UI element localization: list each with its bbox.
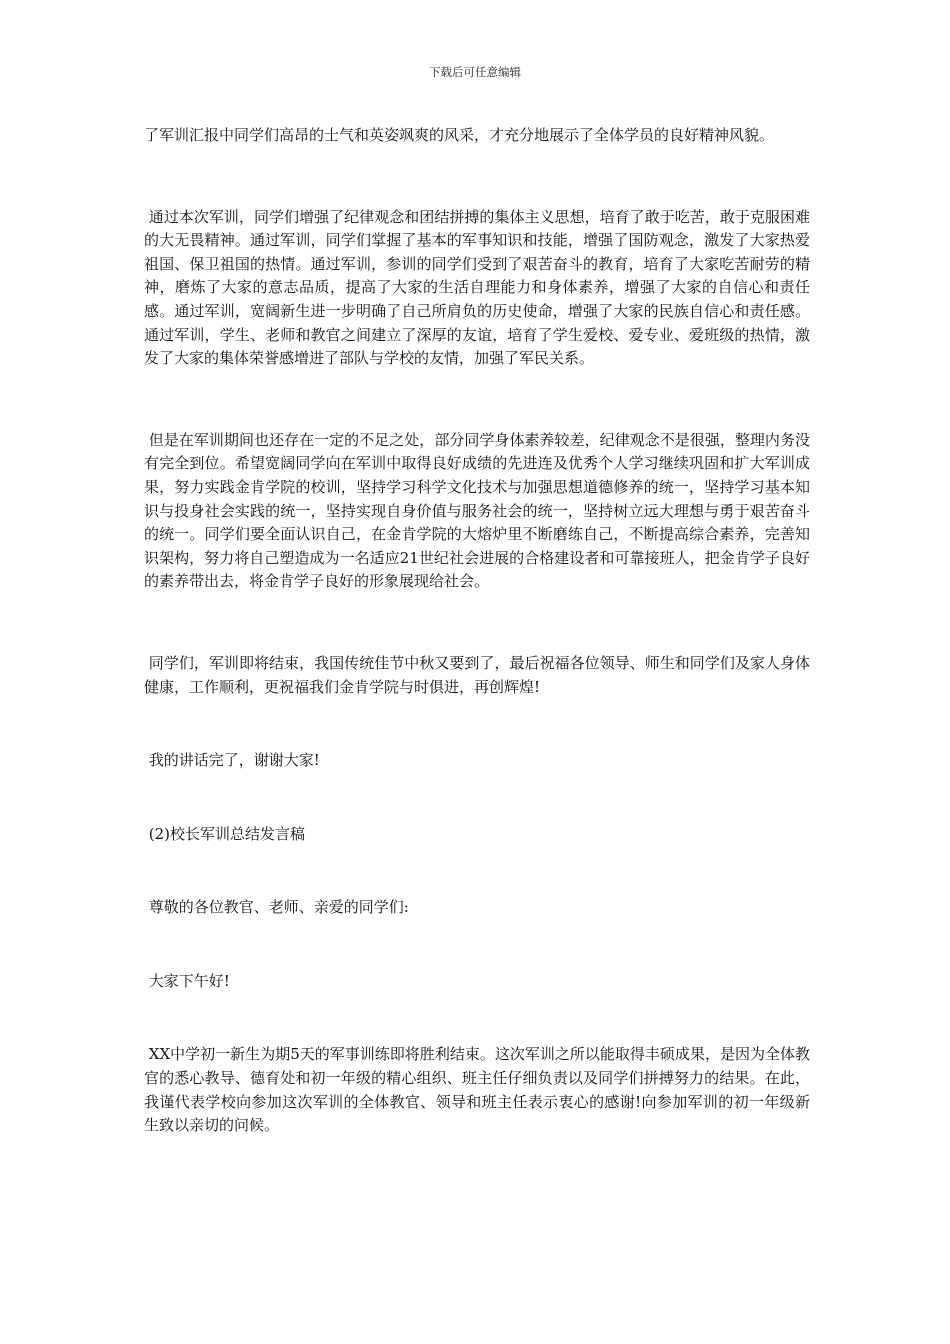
page-header: 下载后可任意编辑 [429,65,521,79]
paragraph-spacer [144,846,810,896]
paragraph-spacer [144,371,810,429]
greeting: 大家下午好! [144,971,230,990]
paragraph-spacer [144,920,810,970]
section-heading: (2)校长军训总结发言稿 [144,824,306,843]
paragraph-speech-opening: XX中学初一新生为期5天的军事训练即将胜利结束。这次军训之所以能取得丰硕成果，是因为全体教官的悉心教导、德育处和初一年级的精心组织、班主任仔细负责以及同学们拼搏努力的结果。在此，我谨代表学校向参加这次军训的全体教官、领导和班主任表示衷心的感谢!向参加军训的初一年级新生致以亲切的问候。 [144,1045,810,1135]
paragraph-spacer [144,148,810,206]
paragraph-continued-intro: 了军训汇报中同学们高昂的士气和英姿飒爽的风采，才充分地展示了全体学员的良好精神风貌。 [144,126,775,144]
paragraph-spacer [144,594,810,652]
paragraph-closing-wishes: 同学们，军训即将结束，我国传统佳节中秋又要到了，最后祝福各位领导、师生和同学们及家人身体健康，工作顺利，更祝福我们金肯学院与时俱进，再创辉煌! [144,653,810,696]
salutation: 尊敬的各位教官、老师、亲爱的同学们: [144,898,409,917]
paragraph-spacer [144,993,810,1043]
paragraph-spacer [144,773,810,823]
paragraph-thanks: 我的讲话完了，谢谢大家! [144,751,320,770]
paragraph-shortcomings: 但是在军训期间也还存在一定的不足之处，部分同学身体素养较差，纪律观念不是很强，整理内务没有完全到位。希望宽阔同学向在军训中取得良好成绩的先进连及优秀个人学习继续巩固和扩大军训成果，努力实践金肯学院的校训，坚持学习科学文化技术与加强思想道德修养的统一，坚持学习基本知识与投身社会实践的统一，坚持实现自身价值与服务社会的统一，坚持树立远大理想与勇于艰苦奋斗的统一。同学们要全面认识自己，在金肯学院的大熔炉里不断磨练自己，不断提高综合素养，完善知识架构，努力将自己塑造成为一名适应21世纪社会进展的合格建设者和可靠接班人，把金肯学子良好的素养带出去，将金肯学子良好的形象展现给社会。 [144,430,810,591]
paragraph-training-achievements: 通过本次军训，同学们增强了纪律观念和团结拼搏的集体主义思想，培育了敢于吃苦，敢于克服困难的大无畏精神。通过军训，同学们掌握了基本的军事知识和技能，增强了国防观念，激发了大家热爱祖国、保卫祖国的热情。通过军训，参训的同学们受到了艰苦奋斗的教育，培育了大家吃苦耐劳的精神，磨炼了大家的意志品质，提高了大家的生活自理能力和身体素养，增强了大家的自信心和责任感。通过军训，宽阔新生进一步明确了自己所肩负的历史使命，增强了大家的民族自信心和责任感。通过军训，学生、老师和教官之间建立了深厚的友谊，培育了学生爱校、爱专业、爱班级的热情，激发了大家的集体荣誉感增进了部队与学校的友情，加强了军民关系。 [144,207,810,368]
paragraph-spacer [144,699,810,749]
document-body [144,124,810,1138]
